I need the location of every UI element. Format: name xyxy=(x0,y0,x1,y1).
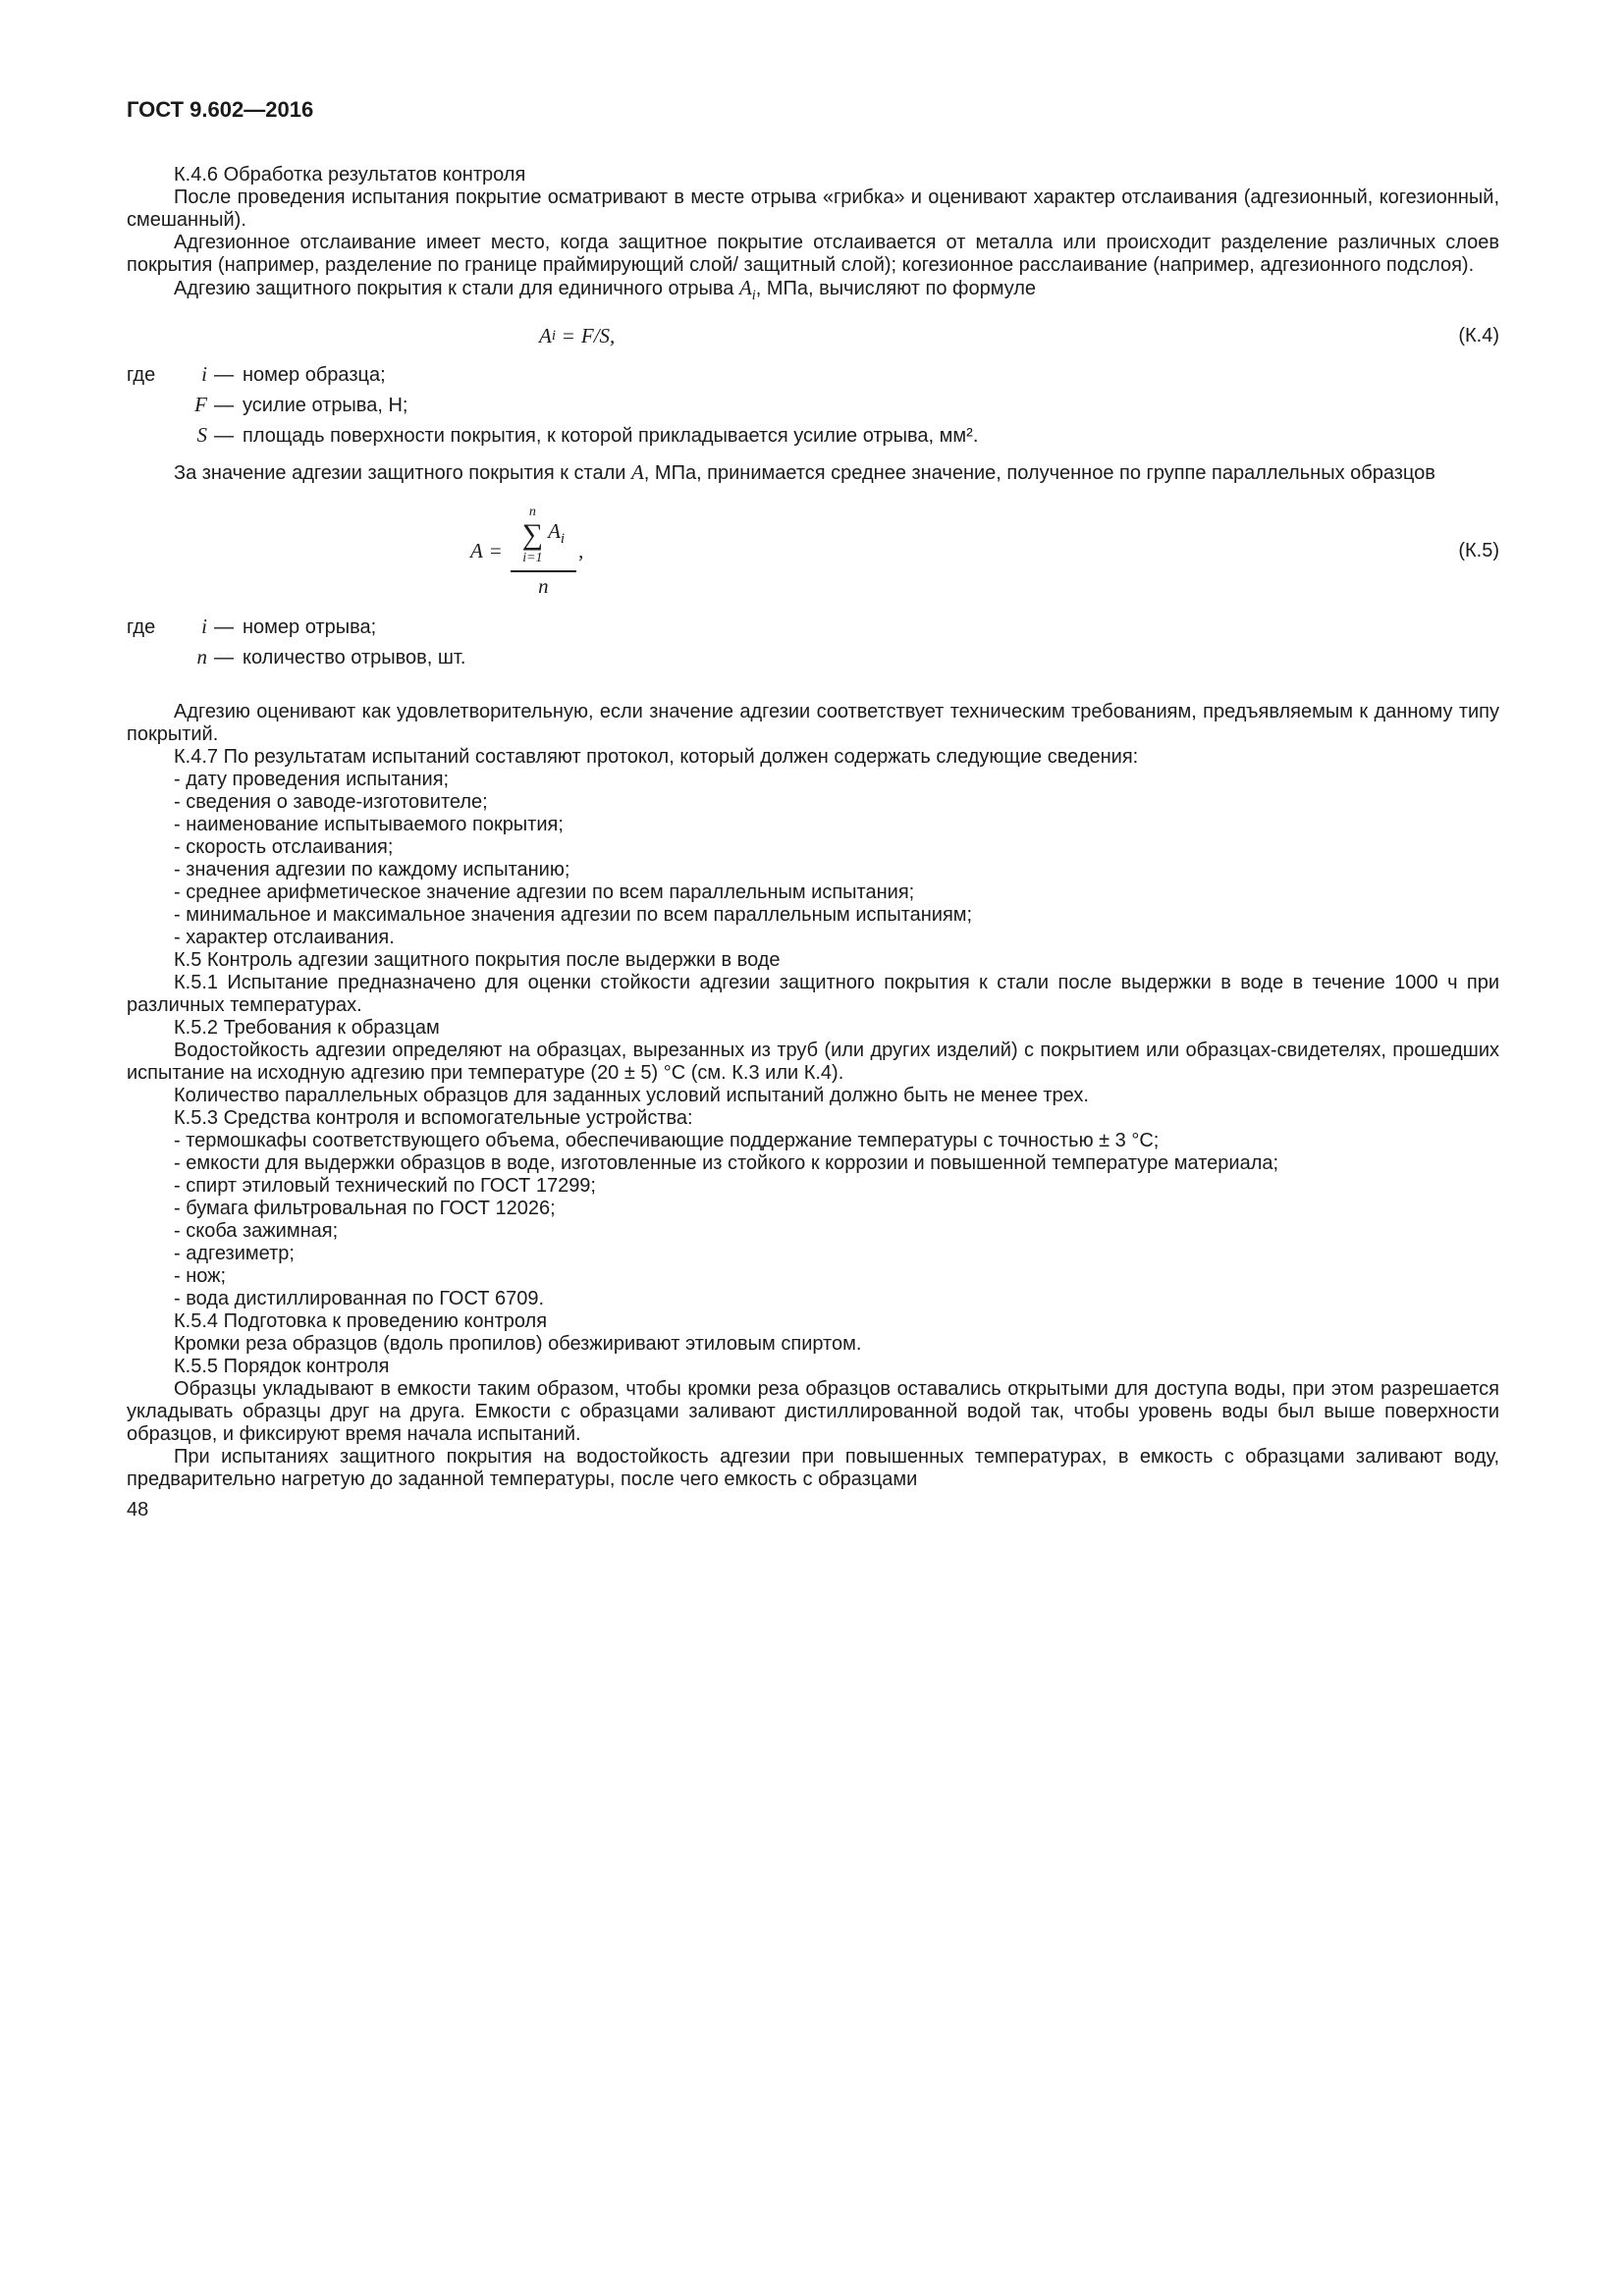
sum-argument xyxy=(548,520,565,551)
paragraph: К.5.1 Испытание предназначено для оценки стойкости адгезии защитного покрытия к стали после выдержки в воде в течение 1000 ч при различных температурах. xyxy=(127,972,1499,1017)
formula-variable: A xyxy=(548,518,561,543)
paragraph: Количество параллельных образцов для заданных условий испытаний должно быть не менее трех. xyxy=(174,1085,1089,1107)
def-dash: — xyxy=(214,395,234,416)
paragraph: При испытаниях защитного покрытия на водостойкость адгезии при повышенных температурах, в емкость с образцами заливают воду, предварительно нагретую до заданной температуры, после чего емкость с образцами xyxy=(127,1446,1499,1491)
list-item: - дату проведения испытания; xyxy=(174,769,450,791)
paragraph: Адгезионное отслаивание имеет место, когда защитное покрытие отслаивается от металла или происходит разделение различных слоев покрытия (например, разделение по границе праймирующий слой/ защитный слой); когезионное расслаивание (например, адгезионного подслоя). xyxy=(127,232,1499,276)
list-item: - бумага фильтровальная по ГОСТ 12026; xyxy=(174,1198,556,1220)
fraction-numerator xyxy=(511,505,576,572)
paragraph: Кромки реза образцов (вдоль пропилов) обезжиривают этиловым спиртом. xyxy=(174,1333,862,1356)
definition-row xyxy=(127,615,1499,639)
list-item: - скорость отслаивания; xyxy=(174,836,394,859)
paragraph xyxy=(127,277,1499,307)
definition-row xyxy=(127,646,1499,669)
list-item: - нож; xyxy=(174,1265,227,1288)
section-heading-k55: К.5.5 Порядок контроля xyxy=(174,1356,390,1378)
paragraph: Адгезию оценивают как удовлетворительную, если значение адгезии соответствует техническим требованиям, предъявляемым к данному типу покрытий. xyxy=(127,701,1499,746)
section-heading-k47: К.4.7 По результатам испытаний составляют протокол, который должен содержать следующие сведения: xyxy=(174,746,1139,769)
list-item: - вода дистиллированная по ГОСТ 6709. xyxy=(174,1288,545,1310)
def-text: номер отрыва; xyxy=(243,616,377,639)
formula-comma: , xyxy=(578,539,584,563)
definition-row xyxy=(127,394,1499,417)
formula-subscript: i xyxy=(551,328,557,344)
def-text: усилие отрыва, Н; xyxy=(243,395,408,416)
def-text: количество отрывов, шт. xyxy=(243,647,466,669)
def-dash: — xyxy=(214,364,234,386)
section-heading-k53: К.5.3 Средства контроля и вспомогательные устройства: xyxy=(174,1107,693,1130)
def-lead: где xyxy=(127,616,156,639)
paragraph-text: , МПа, принимается среднее значение, полученное по группе параллельных образцов xyxy=(643,462,1435,484)
list-item: - значения адгезии по каждому испытанию; xyxy=(174,859,570,881)
def-lead: где xyxy=(127,364,156,386)
list-item: - скоба зажимная; xyxy=(174,1220,339,1243)
formula-subscript: i xyxy=(560,530,566,547)
formula-variable: A xyxy=(738,276,752,299)
list-item: - адгезиметр; xyxy=(174,1243,295,1265)
definition-row xyxy=(127,363,1499,387)
formula-k4-row xyxy=(127,325,1499,347)
formula-expression: F/S, xyxy=(580,324,616,347)
formula-label: (К.4) xyxy=(1458,325,1499,347)
def-symbol: i xyxy=(201,362,207,386)
doc-header xyxy=(127,98,1499,121)
definitions-k5 xyxy=(127,615,1499,669)
def-symbol: n xyxy=(196,645,207,669)
fraction-denominator: n xyxy=(538,574,549,599)
formula-variable: A xyxy=(470,539,483,563)
page-number: 48 xyxy=(127,1499,149,1522)
doc-body xyxy=(127,164,1499,1491)
section-heading-k54: К.5.4 Подготовка к проведению контроля xyxy=(174,1310,548,1333)
sum-lower-limit: i=1 xyxy=(522,550,543,565)
list-item: - термошкафы соответствующего объема, обеспечивающие поддержание температуры с точностью ± 3 °С; xyxy=(174,1130,1160,1152)
sum-upper-limit: n xyxy=(528,505,536,519)
summation xyxy=(522,505,543,565)
formula-subscript: i xyxy=(751,288,756,303)
paragraph: После проведения испытания покрытие осматривают в месте отрыва «грибка» и оценивают характер отслаивания (адгезионный, когезионный, смешанный). xyxy=(127,187,1499,231)
section-heading-k46: К.4.6 Обработка результатов контроля xyxy=(174,164,526,186)
paragraph xyxy=(127,461,1499,485)
paragraph: Водостойкость адгезии определяют на образцах, вырезанных из труб (или других изделий) с покрытием или образцах-свидетелях, прошедших испытание на исходную адгезию при температуре (20 ± 5) °С (см. К.3 или К.4). xyxy=(127,1040,1499,1085)
def-dash: — xyxy=(214,616,234,639)
def-text: площадь поверхности покрытия, к которой прикладывается усилие отрыва, мм². xyxy=(243,425,979,447)
list-item: - спирт этиловый технический по ГОСТ 17299; xyxy=(174,1175,596,1198)
fraction xyxy=(511,505,576,598)
def-dash: — xyxy=(214,425,234,447)
formula-k5 xyxy=(470,505,583,598)
def-symbol: S xyxy=(196,423,207,447)
paragraph-text: , МПа, вычисляют по формуле xyxy=(755,278,1037,299)
formula-variable: A xyxy=(539,324,552,347)
formula-label: (К.5) xyxy=(1458,540,1499,562)
list-item: - минимальное и максимальное значения адгезии по всем параллельным испытаниям; xyxy=(174,904,973,927)
paragraph-text: За значение адгезии защитного покрытия к стали xyxy=(174,462,631,484)
def-symbol: F xyxy=(194,393,207,416)
list-item: - наименование испытываемого покрытия; xyxy=(174,814,564,836)
sigma-icon: ∑ xyxy=(521,518,544,552)
definition-row xyxy=(127,424,1499,448)
list-item: - среднее арифметическое значение адгезии по всем параллельным испытания; xyxy=(174,881,915,904)
section-heading-k5: К.5 Контроль адгезии защитного покрытия после выдержки в воде xyxy=(174,949,781,972)
paragraph-text: Адгезию защитного покрытия к стали для единичного отрыва xyxy=(174,278,739,299)
formula-k4 xyxy=(539,325,615,347)
formula-variable: A xyxy=(630,460,644,484)
equals-sign: = xyxy=(489,539,502,563)
formula-k5-row xyxy=(127,505,1499,598)
list-item: - емкости для выдержки образцов в воде, изготовленные из стойкого к коррозии и повышенной температуре материала; xyxy=(174,1152,1279,1175)
def-dash: — xyxy=(214,647,234,669)
paragraph: Образцы укладывают в емкости таким образом, чтобы кромки реза образцов оставались открытыми для доступа воды, при этом разрешается укладывать образцы друг на друга. Емкости с образцами заливают дистиллированной водой так, чтобы уровень воды был выше поверхности образцов, и фиксируют время начала испытаний. xyxy=(127,1378,1499,1446)
section-heading-k52: К.5.2 Требования к образцам xyxy=(174,1017,440,1040)
def-text: номер образца; xyxy=(243,364,386,386)
list-item: - характер отслаивания. xyxy=(174,927,395,949)
list-item: - сведения о заводе-изготовителе; xyxy=(174,791,488,814)
def-symbol: i xyxy=(201,614,207,639)
definitions-k4 xyxy=(127,363,1499,448)
equals-sign: = xyxy=(563,324,574,347)
standard-number: ГОСТ 9.602—2016 xyxy=(127,97,314,122)
